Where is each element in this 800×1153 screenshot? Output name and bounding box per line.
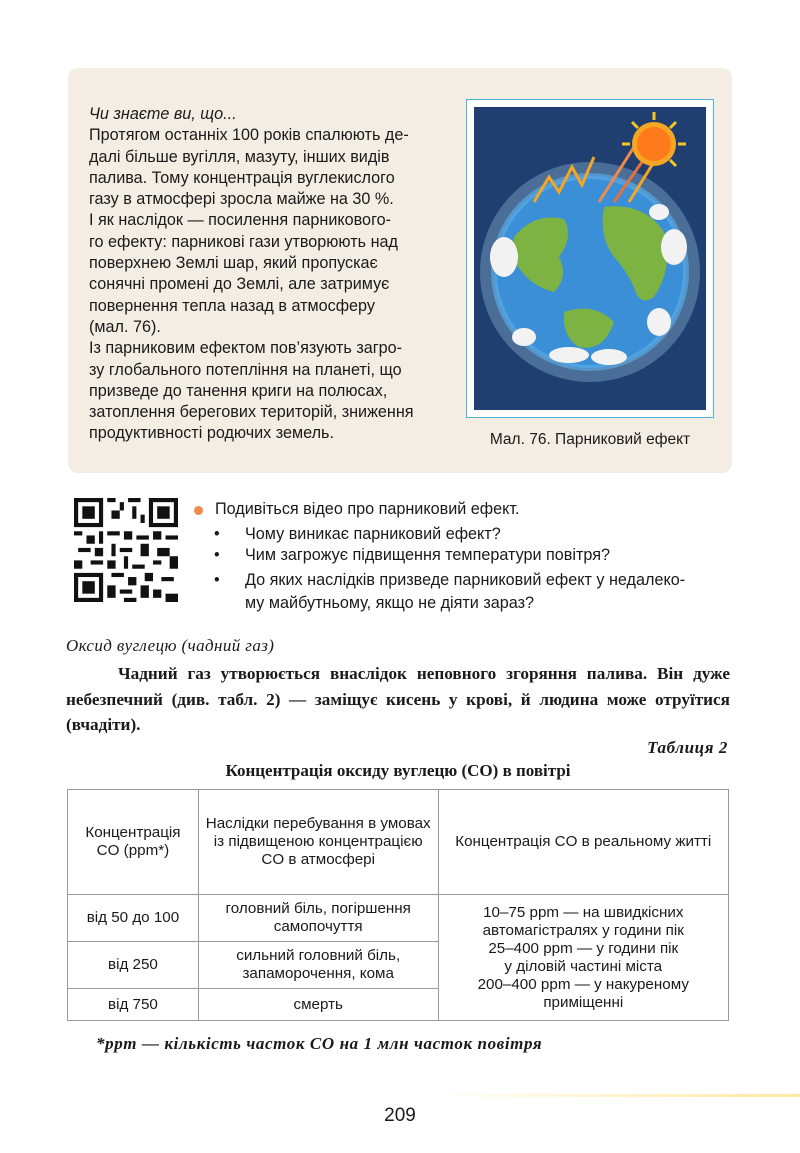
info-line: го ефекту: парникові гази утворюють над — [89, 232, 398, 251]
task-item-text: му майбутньому, якщо не діяти зараз? — [245, 594, 535, 612]
info-heading: Чи знаєте ви, що... — [89, 105, 237, 123]
qr-code-icon[interactable] — [74, 498, 178, 602]
table-header-row — [68, 790, 729, 895]
task-item-text: Чому виникає парниковий ефект? — [245, 525, 501, 543]
section-title: Оксид вуглецю (чадний газ) — [66, 636, 275, 655]
info-text — [89, 104, 444, 445]
page-divider — [420, 1094, 800, 1097]
table-number: Таблиця 2 — [647, 738, 728, 757]
real-life-line: 200–400 ppm — у накуреному — [477, 975, 689, 993]
task-main: Подивіться відео про парниковий ефект. — [215, 500, 520, 518]
effect-cell: головний біль, погіршення самопочуття — [198, 895, 438, 942]
info-line: затоплення берегових територій, зниження — [89, 403, 414, 422]
bullet-icon: • — [214, 525, 220, 543]
info-line: І як наслідок — посилення парникового- — [89, 211, 392, 230]
table-row — [68, 895, 729, 942]
task-item-text: До яких наслідків призведе парниковий ефект у недалеко- — [245, 571, 686, 589]
conc-cell: від 50 до 100 — [68, 895, 199, 942]
header-cell: Наслідки перебування в умовах із підвищеною концентрацією CO в атмосфері — [198, 790, 438, 895]
real-life-line: приміщенні — [543, 993, 624, 1011]
co-table — [67, 789, 729, 1021]
section-paragraph — [66, 661, 730, 738]
page-number: 209 — [384, 1105, 416, 1126]
table-title: Концентрація оксиду вуглецю (CO) в повітрі — [225, 761, 571, 780]
real-life-line: у діловій частині міста — [504, 957, 663, 975]
section-paragraph-text: Чадний газ утворюється внаслідок неповного згоряння палива. Він дуже небезпечний (див. табл. 2) — заміщує кисень у крові, й людина може отруїтися (вчадіти). — [66, 664, 730, 734]
header-cell: Концентрація CO в реальному житті — [438, 790, 728, 895]
table-footnote: *ppm — кількість часток CO на 1 млн часток повітря — [96, 1034, 543, 1053]
info-line: зу глобального потепління на планеті, що — [89, 360, 402, 379]
info-line: Протягом останніх 100 років спалюють де- — [89, 126, 409, 145]
effect-cell: смерть — [198, 989, 438, 1021]
info-line: призведе до танення криги на полюсах, — [89, 381, 388, 400]
info-line: (мал. 76). — [89, 317, 161, 336]
task-bullet-icon — [194, 506, 203, 515]
info-line: Із парниковим ефектом пов’язують загро- — [89, 339, 403, 358]
info-line: продуктивності родючих земель. — [89, 424, 334, 443]
task-item-text: Чим загрожує підвищення температури повітря? — [245, 546, 611, 564]
info-line: повернення тепла назад в атмосферу — [89, 296, 375, 315]
real-life-line: 10–75 ppm — на швидкісних — [483, 903, 684, 921]
info-line: газу в атмосфері зросла майже на 30 %. — [89, 190, 394, 209]
info-line: палива. Тому концентрація вуглекислого — [89, 168, 395, 187]
header-cell: Концентрація CO (ppm*) — [68, 790, 199, 895]
conc-cell: від 750 — [68, 989, 199, 1021]
conc-cell: від 250 — [68, 942, 199, 989]
figure-caption: Мал. 76. Парниковий ефект — [489, 431, 691, 448]
greenhouse-effect-illustration — [474, 107, 706, 410]
bullet-icon: • — [214, 546, 220, 564]
info-line: сонячні промені до Землі, але затримує — [89, 275, 390, 294]
real-life-cell — [438, 895, 728, 1021]
effect-cell: сильний головний біль, запаморочення, кома — [198, 942, 438, 989]
real-life-line: автомагістралях у години пік — [482, 921, 684, 939]
bullet-icon: • — [214, 571, 220, 589]
real-life-line: 25–400 ppm — у години пік — [488, 939, 679, 957]
info-line: поверхнею Землі шар, який пропускає — [89, 254, 378, 273]
info-line: далі більше вугілля, мазуту, інших видів — [89, 147, 390, 166]
